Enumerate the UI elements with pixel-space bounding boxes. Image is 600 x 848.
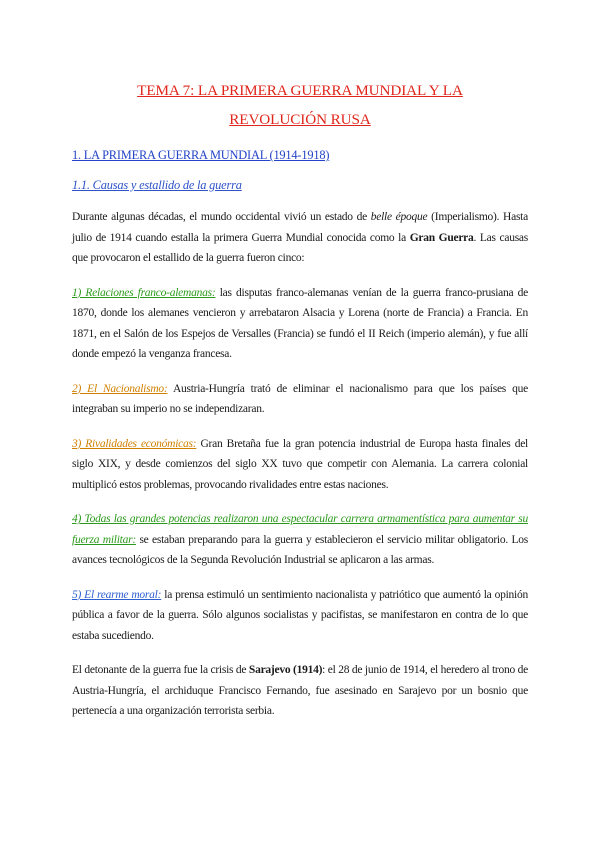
cause-paragraph-3 [72,434,528,496]
intro-text-2: (Imperialismo). Hasta julio de 1914 cuando estalla la primera Guerra Mundial conocida como la [72,211,528,244]
page-title [72,76,528,134]
cause-paragraph-2 [72,379,528,420]
closing-paragraph [72,660,528,722]
section-heading: 1. LA PRIMERA GUERRA MUNDIAL (1914-1918) [72,148,330,162]
cause-paragraph-4 [72,509,528,571]
closing-bold-term: Sarajevo (1914) [248,664,323,676]
intro-text-1: Durante algunas décadas, el mundo occidental vivió un estado de [72,211,371,223]
intro-bold-term: Gran Guerra [409,231,474,244]
cause-label-1: 1) Relaciones franco-alemanas: [72,286,216,299]
subsection-heading: 1.1. Causas y estallido de la guerra [72,178,242,192]
cause-paragraph-1 [72,283,528,365]
cause-text-1: las disputas franco-alemanas venían de la guerra franco-prusiana de 1870, donde los alemanes vencieron y arrebataron Alsacia y Lorena (norte de Francia) a Francia. En 1871, en el Salón de los Espejos de Versalles (Francia) se fundó el II Reich (imperio alemán), y fue allí donde empezó la venganza francesa. [72,286,529,360]
cause-text-5: la prensa estimuló un sentimiento nacionalista y patriótico que aumentó la opinión pública a favor de la guerra. Sólo algunos socialistas y pacifistas, se manifestaron en contra de lo que estaba sucediendo. [72,588,528,642]
title-line-1: TEMA 7: LA PRIMERA GUERRA MUNDIAL Y LA [137,82,463,99]
cause-label-5: 5) El rearme moral: [72,588,162,601]
intro-paragraph [72,207,528,269]
cause-label-2: 2) El Nacionalismo: [72,382,168,395]
closing-text-2: : el 28 de junio de 1914, el heredero al trono de Austria-Hungría, el archiduque Francisco Fernando, fue asesinado en Sarajevo por un bosnio que pertenecía a una organización terrorista serbia. [72,664,529,717]
cause-label-4: 4) Todas las grandes potencias realizaron una espectacular carrera armamentística para aumentar su fuerza militar: [72,513,528,546]
cause-paragraph-5 [72,585,528,647]
document-content [72,76,528,722]
title-line-2: REVOLUCIÓN RUSA [229,111,371,128]
closing-text-1: El detonante de la guerra fue la crisis de [72,664,249,676]
cause-text-4: se estaban preparando para la guerra y establecieron el servicio militar obligatorio. Los avances tecnológicos de la Segunda Revolución Industrial se aplicaron a las armas. [72,533,529,566]
intro-text-3: . Las causas que provocaron el estallido de la guerra fueron cinco: [72,231,528,264]
intro-italic-term: belle époque [370,211,428,223]
cause-text-3: Gran Bretaña fue la gran potencia industrial de Europa hasta finales del siglo XIX, y desde comienzos del siglo XX tuvo que competir con Alemania. La carrera colonial multiplicó estos problemas, provocando rivalidades entre estas naciones. [72,437,528,491]
cause-label-3: 3) Rivalidades económicas: [72,437,197,450]
cause-text-2: Austria-Hungría trató de eliminar el nacionalismo para que los países que integraban su imperio no se independizaran. [72,382,528,415]
